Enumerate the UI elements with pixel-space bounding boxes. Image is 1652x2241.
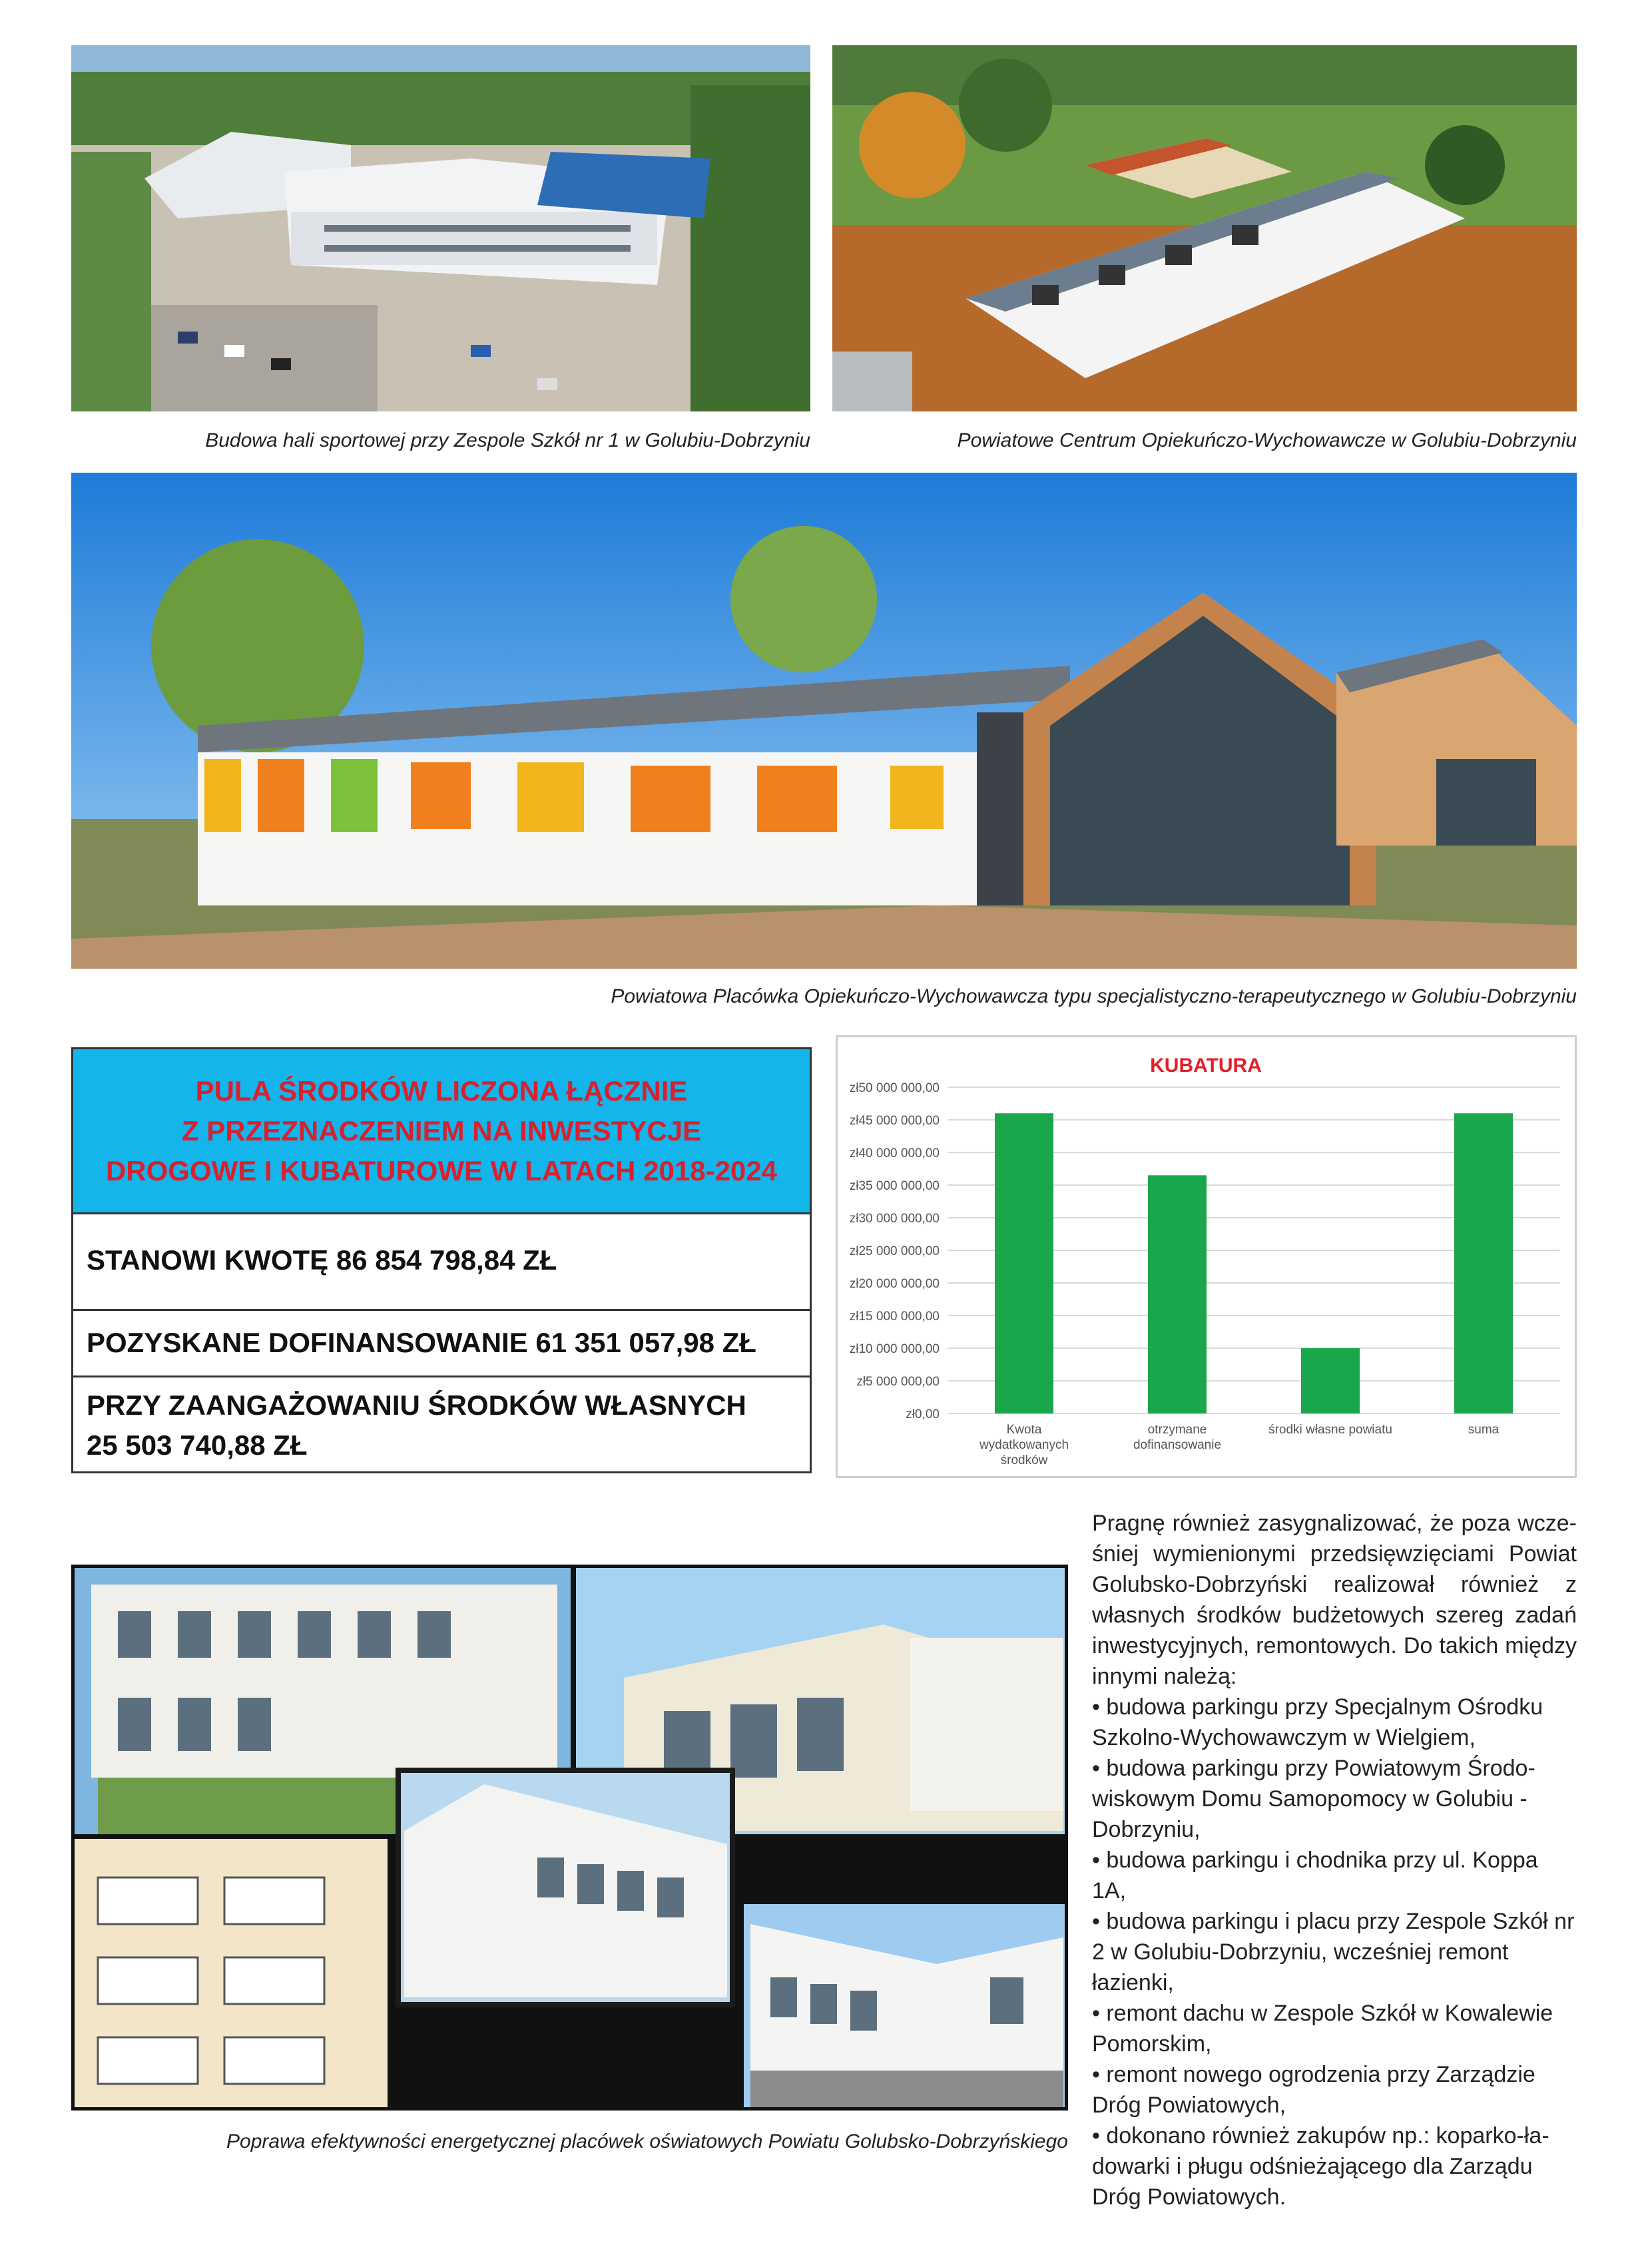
funding-cofinancing-row <box>73 1309 810 1375</box>
chart-category-label: suma <box>1468 1423 1500 1437</box>
list-item: • budowa parkingu i chodnika przy ul. Koppa 1A, <box>1092 1848 1538 1903</box>
funding-header <box>73 1049 810 1212</box>
chart-category-label: Kwota <box>1006 1423 1042 1437</box>
chart-ytick-label: zł5 000 000,00 <box>856 1375 940 1389</box>
chart-category-label: środków <box>1000 1453 1048 1467</box>
funding-own-funds-label: PRZY ZAANGAŻOWANIU ŚRODKÓW WŁASNYCH <box>87 1389 746 1421</box>
investment-list <box>1092 1692 1577 2212</box>
list-item: • budowa parkingu przy Specjalnym Ośrodku Szkolno-Wychowawczym w Wielgiem, <box>1092 1694 1543 1750</box>
photo-panorama-facility <box>71 473 1577 969</box>
chart-bar <box>995 1113 1053 1413</box>
chart-ytick-label: zł40 000 000,00 <box>849 1146 940 1160</box>
chart-ytick-label: zł15 000 000,00 <box>849 1310 940 1324</box>
photo-sports-hall <box>71 45 810 411</box>
list-item: • budowa parkingu przy Powiatowym Środowiskowym Domu Samopomocy w Golubiu -Dobrzyniu, <box>1092 1756 1535 1842</box>
photo-collage-schools <box>71 1565 1068 2111</box>
chart-bar <box>1148 1175 1207 1413</box>
chart-ytick-label: zł35 000 000,00 <box>849 1179 940 1193</box>
chart-ytick-label: zł45 000 000,00 <box>849 1114 940 1128</box>
body-text <box>1092 1508 1577 2212</box>
chart-bar <box>1301 1348 1360 1413</box>
funding-summary-box <box>71 1047 812 1473</box>
body-intro: Pragnę również zasygnalizować, że poza wcześniej wymienionymi przedsięwzięciami Powiat Golubsko-Dobrzyński realizował również z własnych środków budżetowych szereg zadań inwestycyjnych, remontowych. Do takich między innymi należą: <box>1092 1511 1577 1689</box>
caption-care-centre: Powiatowe Centrum Opiekuńczo-Wychowawcze w Golubiu-Dobrzyniu <box>957 429 1577 451</box>
funding-own-funds-row <box>73 1375 810 1471</box>
funding-header-line-2: Z PRZEZNACZENIEM NA INWESTYCJE <box>181 1115 702 1146</box>
chart-category-label: środki własne powiatu <box>1268 1423 1392 1437</box>
list-item: • budowa parkingu i placu przy Zespole Szkół nr 2 w Golubiu-Dobrzyniu, wcześniej remont łazienki, <box>1092 1909 1575 1995</box>
chart-title: KUBATURA <box>1150 1055 1262 1077</box>
list-item: • remont nowego ogrodzenia przy Zarządzie Dróg Powiatowych, <box>1092 2062 1535 2118</box>
caption-collage: Poprawa efektywności energetycznej placówek oświatowych Powiatu Golubsko-Dobrzyńskiego <box>226 2130 1068 2152</box>
list-item: • dokonano również zakupów np.: koparko-ładowarki i pługu odśnieżającego dla Zarządu Dróg Powiatowych. <box>1092 2123 1549 2210</box>
chart-ytick-label: zł20 000 000,00 <box>849 1277 940 1291</box>
funding-amount-row <box>73 1212 810 1309</box>
chart-ytick-label: zł10 000 000,00 <box>849 1342 940 1356</box>
chart-ytick-label: zł0,00 <box>906 1407 940 1421</box>
caption-panorama: Powiatowa Placówka Opiekuńczo-Wychowawcza typu specjalistyczno-terapeutycznego w Golubiu-Dobrzyniu <box>611 985 1577 1007</box>
kubatura-chart-svg <box>838 1037 1575 1476</box>
list-item: • remont dachu w Zespole Szkół w Kowalewie Pomorskim, <box>1092 2001 1553 2057</box>
caption-sports-hall: Budowa hali sportowej przy Zespole Szkół nr 1 w Golubiu-Dobrzyniu <box>205 429 810 451</box>
chart-ytick-label: zł25 000 000,00 <box>849 1244 940 1258</box>
chart-bar <box>1454 1113 1513 1413</box>
funding-cofinancing: POZYSKANE DOFINANSOWANIE 61 351 057,98 ZŁ <box>87 1327 756 1358</box>
chart-category-label: dofinansowanie <box>1133 1438 1222 1452</box>
photo-care-centre <box>832 45 1577 411</box>
funding-header-line-3: DROGOWE I KUBATUROWE W LATACH 2018-2024 <box>105 1154 778 1186</box>
chart-ytick-label: zł30 000 000,00 <box>849 1212 940 1226</box>
funding-amount: STANOWI KWOTĘ 86 854 798,84 ZŁ <box>87 1244 557 1276</box>
chart-category-label: wydatkowanych <box>979 1438 1069 1452</box>
funding-header-line-1: PULA ŚRODKÓW LICZONA ŁĄCZNIE <box>195 1075 688 1107</box>
kubatura-chart <box>836 1035 1577 1478</box>
chart-ytick-label: zł50 000 000,00 <box>849 1081 940 1095</box>
funding-own-funds-value: 25 503 740,88 ZŁ <box>87 1429 308 1461</box>
chart-category-label: otrzymane <box>1147 1423 1207 1437</box>
